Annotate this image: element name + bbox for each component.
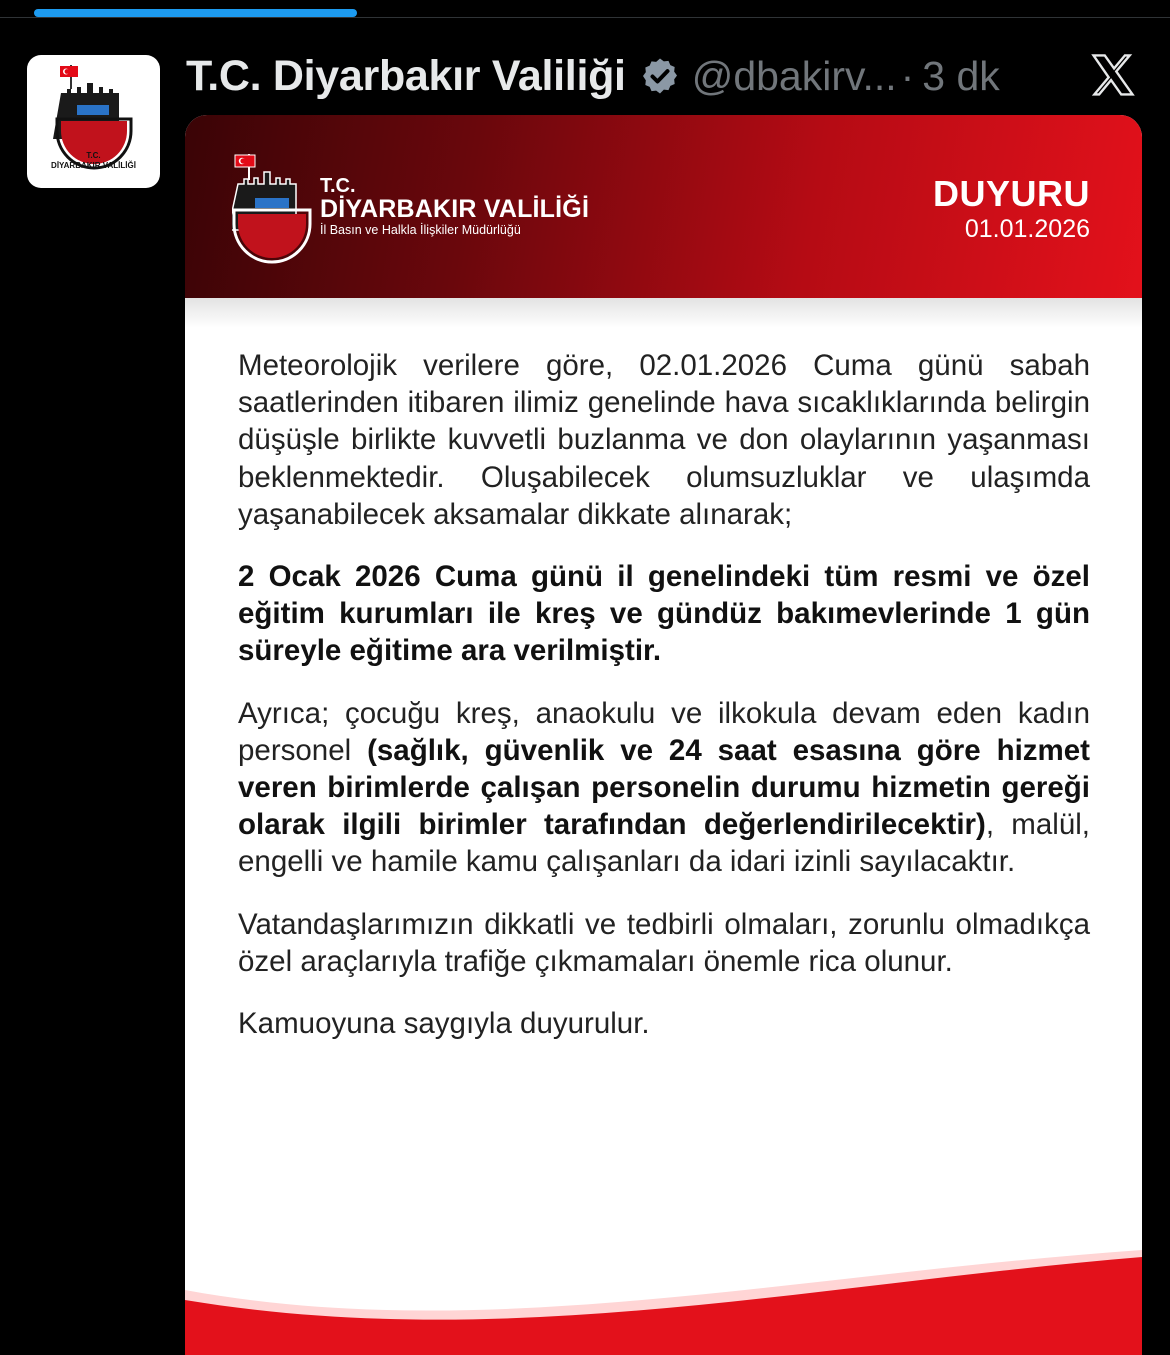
paragraph-3 [238,695,1090,881]
footer-swoosh [185,1235,1142,1355]
separator-dot: · [900,52,915,99]
announcement-body [238,347,1090,1067]
announcement-banner [185,115,1142,298]
author-avatar[interactable] [27,55,160,188]
author-handle[interactable]: @dbakirv... [691,52,897,99]
paragraph-2-bold: 2 Ocak 2026 Cuma günü il genelindeki tüm resmi ve özel eğitim kurumları ile kreş ve gündüz bakımevlerinde 1 gün süreyle eğitime ara verilmiştir. [238,560,1090,668]
loading-progress-bar [34,9,357,17]
avatar-caption-name: DİYARBAKIR VALİLİĞİ [51,161,136,170]
post-header [186,50,1000,102]
org-name: DİYARBAKIR VALİLİĞİ [320,195,590,223]
top-divider [0,17,1170,18]
verified-badge-icon [640,56,680,96]
paragraph-4: Vatandaşlarımızın dikkatli ve tedbirli olmaları, zorunlu olmadıkça özel araçlarıyla trafiğe çıkmamaları önemle rica olunur. [238,907,1090,978]
avatar-caption-tc: T.C. [86,151,101,160]
author-name[interactable]: T.C. Diyarbakır Valiliği [186,51,626,100]
post-timestamp[interactable]: 3 dk [922,52,1000,99]
paragraph-5: Kamuoyuna saygıyla duyurulur. [238,1007,650,1041]
paragraph-1: Meteorolojik verilere göre, 02.01.2026 Cuma günü sabah saatlerinden itibaren ilimiz genelinde hava sıcaklıklarında belirgin düşüşle birlikte kuvvetli buzlanma ve don olaylarının yaşanması beklenmektedir. Oluşabilecek olumsuzluklar ve ulaşımda yaşanabilecek aksamalar dikkate alınarak; [238,349,1090,531]
banner-shadow [185,298,1142,328]
paragraph-3-end: , malül, engelli ve hamile kamu çalışanları da idari izinli sayılacaktır. [238,808,1090,879]
paragraph-2 [238,558,1090,670]
banner-logo-icon [232,152,314,264]
announcement-date: 01.01.2026 [964,215,1090,243]
paragraph-3-start: Ayrıca; çocuğu kreş, anaokulu ve ilkokula devam eden kadın personel [238,696,1090,767]
org-subtitle: İl Basın ve Halkla İlişkiler Müdürlüğü [320,223,521,237]
paragraph-3-bold: (sağlık, güvenlik ve 24 saat esasına göre hizmet veren birimlerde çalışan personelin durumu hizmetin gereği olarak ilgili birimler tarafından değerlendirilecektir) [238,733,1091,842]
announcement-title: DUYURU [932,173,1090,214]
x-logo-icon[interactable] [1087,50,1139,102]
org-tc-label: T.C. [320,175,356,197]
announcement-image[interactable] [185,115,1142,1355]
